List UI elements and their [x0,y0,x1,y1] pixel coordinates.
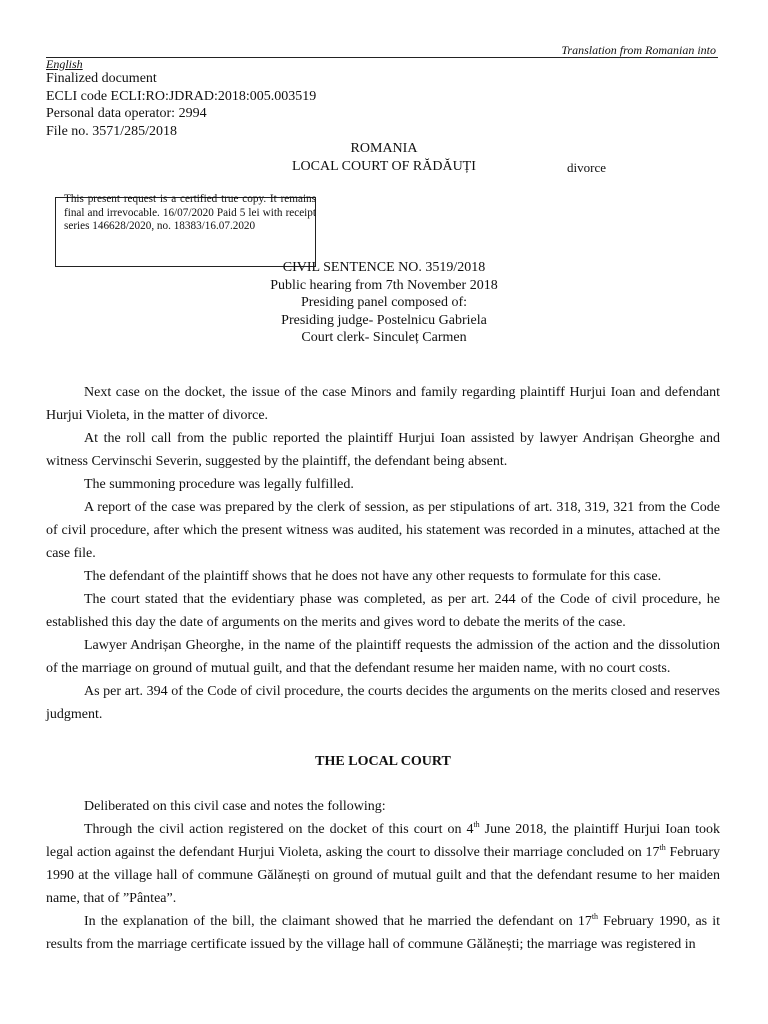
explanation-paragraph: In the explanation of the bill, the claimant showed that he married the defendant on 17th February 1990, as it results from the marriage certificate issued by the village hall of commune Gălănești; the marriage was registered in [46,912,720,952]
file-number: File no. 3571/285/2018 [46,123,178,139]
header-rule [46,57,718,58]
paragraph: The summoning procedure was legally fulfilled. [84,477,354,492]
paragraph: Lawyer Andrișan Gheorghe, in the name of the plaintiff requests the admission of the action and the dissolution of the marriage on ground of mutual guilt, and that the defendant resume her maiden name, with no court costs. [46,638,720,676]
presiding-judge: Presiding judge- Postelnicu Gabriela [281,312,487,328]
document-meta [46,70,316,140]
paragraph: Next case on the docket, the issue of the case Minors and family regarding plaintiff Hurjui Ioan and defendant Hurjui Violeta, in the matter of divorce. [46,385,720,423]
court-name: LOCAL COURT OF RĂDĂUȚI [292,159,476,174]
section-heading: THE LOCAL COURT [315,754,451,769]
panel-line: Presiding panel composed of: [300,295,468,311]
sentence-title: CIVIL SENTENCE NO. 3519/2018 [282,260,486,275]
paragraph: As per art. 394 of the Code of civil procedure, the courts decides the arguments on the merits closed and reserves judgment. [46,684,720,722]
translation-language: English [46,57,83,71]
case-type: divorce [567,160,606,175]
paragraph: A report of the case was prepared by the clerk of session, as per stipulations of art. 318, 319, 321 from the Code of civil procedure, after which the present witness was audited, his statement was recorded in a minutes, attached at the case file. [46,500,720,561]
document-status: Finalized document [46,71,157,86]
paragraph: The defendant of the plaintiff shows that he does not have any other requests to formulate for this case. [84,569,662,584]
data-operator: Personal data operator: 2994 [46,106,207,121]
sentence-heading [0,259,768,347]
paragraph: The court stated that the evidentiary phase was completed, as per art. 244 of the Code of civil procedure, he established this day the date of arguments on the merits and gives word to debate the merits of the case. [46,592,720,630]
document-body [46,381,720,956]
translation-note: Translation from Romanian into [561,43,716,57]
court-clerk: Court clerk- Sinculeț Carmen [301,330,467,346]
paragraph: At the roll call from the public reported the plaintiff Hurjui Ioan assisted by lawyer Andrișan Gheorghe and witness Cervinschi Severin, suggested by the plaintiff, the defendant being absent. [46,431,720,469]
action-paragraph: Through the civil action registered on the docket of this court on 4th June 2018, the plaintiff Hurjui Ioan took legal action against the defendant Hurjui Violeta, asking the court to dissolve their marriage concluded on 17th February 1990 at the village hall of commune Gălănești on ground of mutual guilt and that the defendant resume to her maiden name, that of ”Pântea”. [46,820,720,906]
country-heading: ROMANIA [350,141,418,156]
certification-text: This present request is a certified true copy. It remains final and irrevocable. 16/07/2020 Paid 5 lei with receipt series 146628/2020, no. 18383/16.07.2020 [64,193,316,233]
hearing-date: Public hearing from 7th November 2018 [270,277,498,293]
ecli-code: ECLI code ECLI:RO:JDRAD:2018:005.003519 [46,88,317,104]
deliberation-paragraph: Deliberated on this civil case and notes the following: [84,799,386,814]
